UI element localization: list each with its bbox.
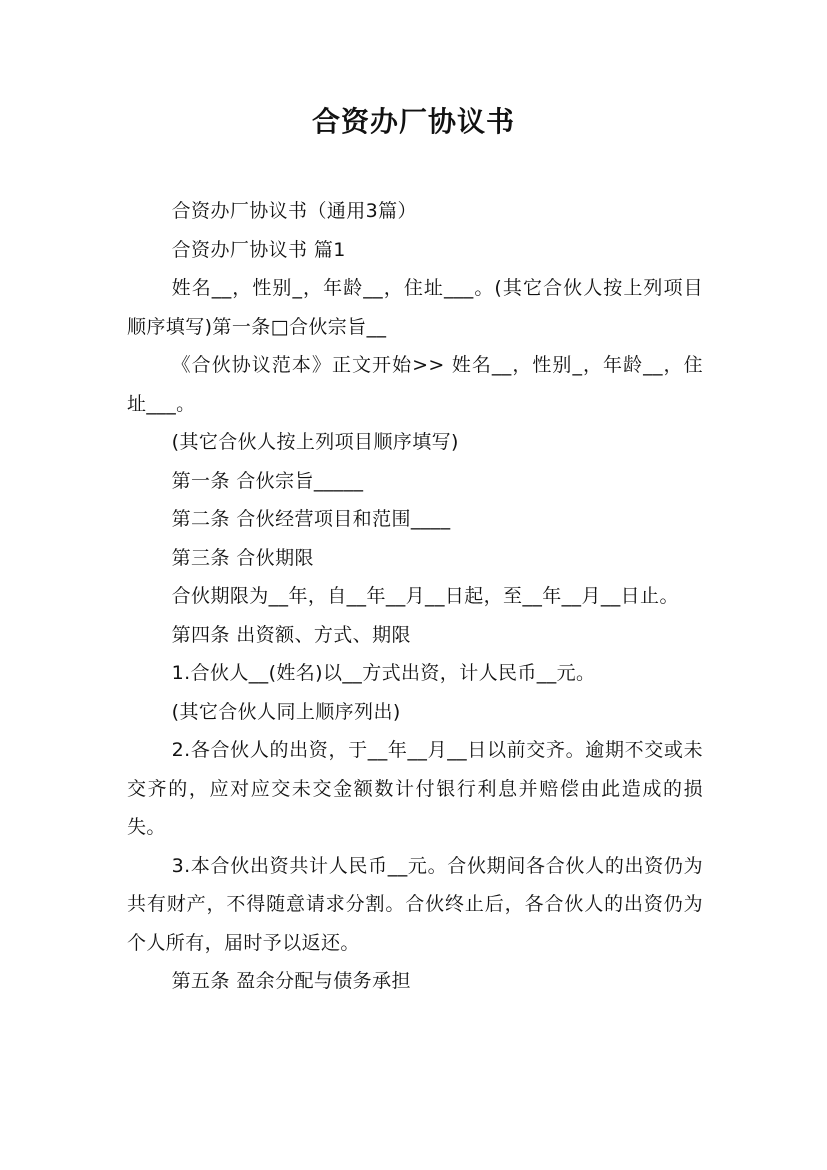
paragraph-contribution-1: 1.合伙人__(姓名)以__方式出资，计人民币__元。 [171,662,596,684]
paragraph-template-start: 《合伙协议范本》正文开始>> 姓名__，性别_，年龄__，住址___。 [127,354,703,415]
paragraph-other-partners-order: (其它合伙人同上顺序列出) [171,700,401,723]
paragraph-article-4: 第四条 出资额、方式、期限 [171,623,411,646]
paragraph-article-2: 第二条 合伙经营项目和范围____ [171,508,451,530]
paragraph-term: 合伙期限为__年，自__年__月__日起，至__年__月__日止。 [171,585,679,607]
paragraph-party-info: 姓名__，性别_，年龄__，住址___。(其它合伙人按上列项目顺序填写)第一条□合伙宗旨__ [127,277,703,338]
paragraph-other-partners: (其它合伙人按上列项目顺序填写) [171,431,459,453]
document-title: 合资办厂协议书 [311,105,515,138]
paragraph-article-1: 第一条 合伙宗旨_____ [171,469,364,492]
paragraph-subtitle: 合资办厂协议书（通用3篇） [171,200,417,222]
paragraph-contribution-3: 3.本合伙出资共计人民币__元。合伙期间各合伙人的出资仍为共有财产，不得随意请求分割。合伙终止后，各合伙人的出资仍为个人所有，届时予以返还。 [127,854,703,954]
paragraph-article-3: 第三条 合伙期限 [171,546,314,569]
document-body [127,192,703,1001]
paragraph-section-heading: 合资办厂协议书 篇1 [171,238,346,261]
paragraph-contribution-2: 2.各合伙人的出资，于__年__月__日以前交齐。逾期不交或未交齐的，应对应交未交金额数计付银行利息并赔偿由此造成的损失。 [127,739,703,838]
paragraph-article-5: 第五条 盈余分配与债务承担 [171,970,411,992]
